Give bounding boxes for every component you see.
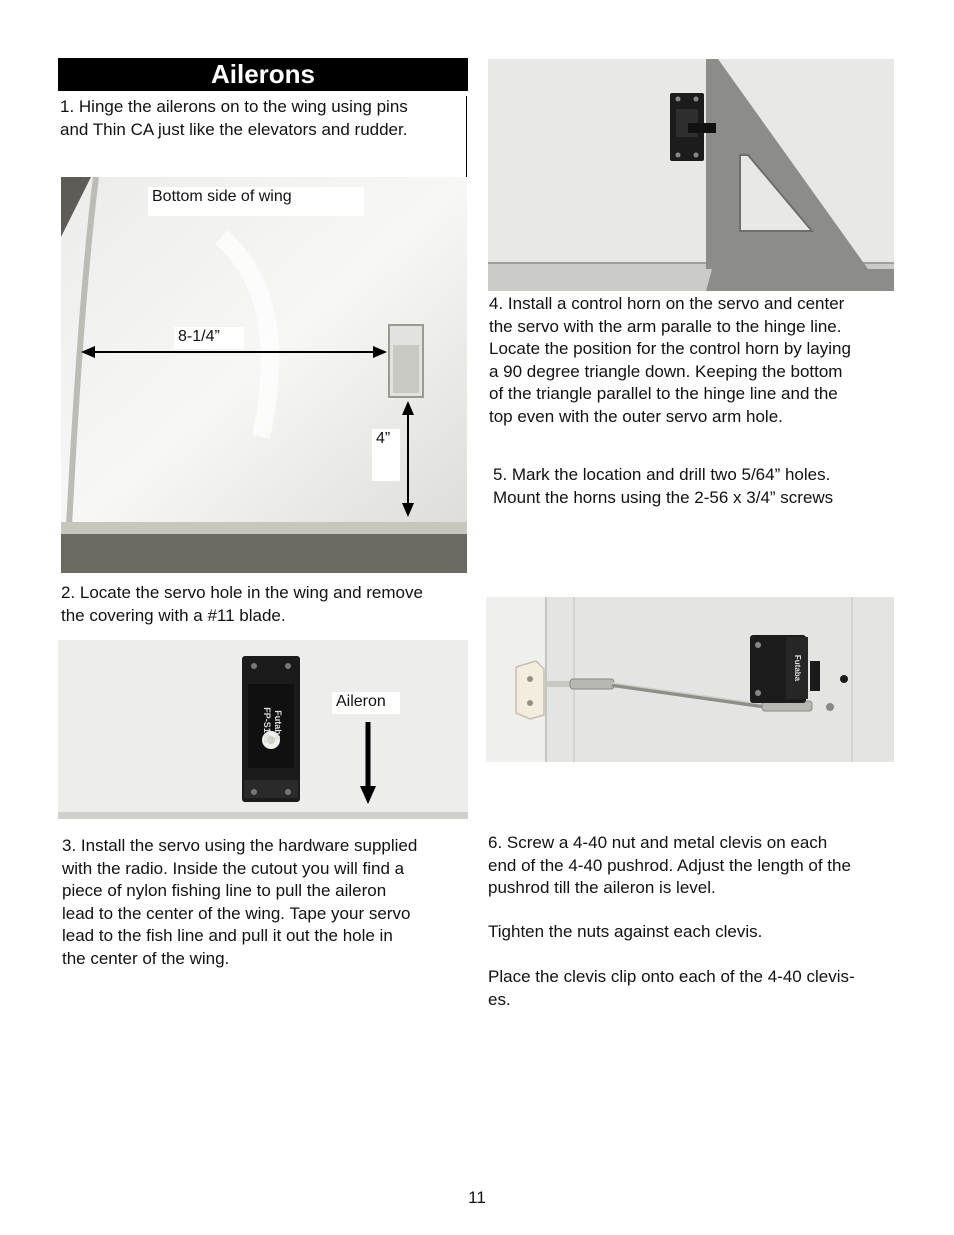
pushrod-assembly-photo xyxy=(486,597,894,762)
step-2-text: 2. Locate the servo hole in the wing and remove the covering with a #11 blade. xyxy=(61,583,423,625)
step-5-text: 5. Mark the location and drill two 5/64” holes. Mount the horns using the 2-56 x 3/4” screws xyxy=(493,465,834,507)
step-6-tighten-text: Tighten the nuts against each clevis. xyxy=(488,922,763,941)
triangle-illustration xyxy=(488,59,894,291)
wing-bottom-photo xyxy=(61,177,467,573)
page-number: 11 xyxy=(468,1188,486,1207)
step-4-text: 4. Install a control horn on the servo and center the servo with the arm paralle to the hinge line. Locate the position for the control horn by laying a 90 degree triangle down. Keeping the bottom of the triangle parallel to the hinge line and the top even with the outer servo arm hole. xyxy=(489,294,851,426)
vertical-dimension-label: 4” xyxy=(372,429,400,481)
pushrod-illustration xyxy=(486,597,894,762)
step-6-clip-text: Place the clevis clip onto each of the 4-40 clevis- es. xyxy=(488,967,855,1009)
aileron-label: Aileron xyxy=(332,692,400,714)
triangle-placement-photo xyxy=(488,59,894,291)
pushrod-servo-brand-text: Futaba xyxy=(793,654,802,682)
horizontal-dimension-label: 8-1/4” xyxy=(174,327,244,349)
wing-side-label: Bottom side of wing xyxy=(148,187,364,216)
servo-installed-photo xyxy=(58,640,468,819)
servo-brand: Futaba xyxy=(273,710,283,740)
step-6-text: 6. Screw a 4-40 nut and metal clevis on each end of the 4-40 pushrod. Adjust the length of the pushrod till the aileron is level. xyxy=(488,833,851,897)
section-heading: Ailerons xyxy=(58,58,468,91)
step-3-text: 3. Install the servo using the hardware supplied with the radio. Inside the cutout you will find a piece of nylon fishing line to pull the aileron lead to the center of the wing. Tape your servo lead to the fish line and pull it out the hole in the center of the wing. xyxy=(62,836,418,968)
step-1-text: 1. Hinge the ailerons on to the wing using pins and Thin CA just like the elevators and rudder. xyxy=(60,97,408,139)
wing-bottom-illustration xyxy=(61,177,467,573)
pushrod-servo-brand xyxy=(786,641,808,699)
servo-model: FP-S148 xyxy=(262,707,272,743)
servo-brand-text xyxy=(244,694,298,750)
